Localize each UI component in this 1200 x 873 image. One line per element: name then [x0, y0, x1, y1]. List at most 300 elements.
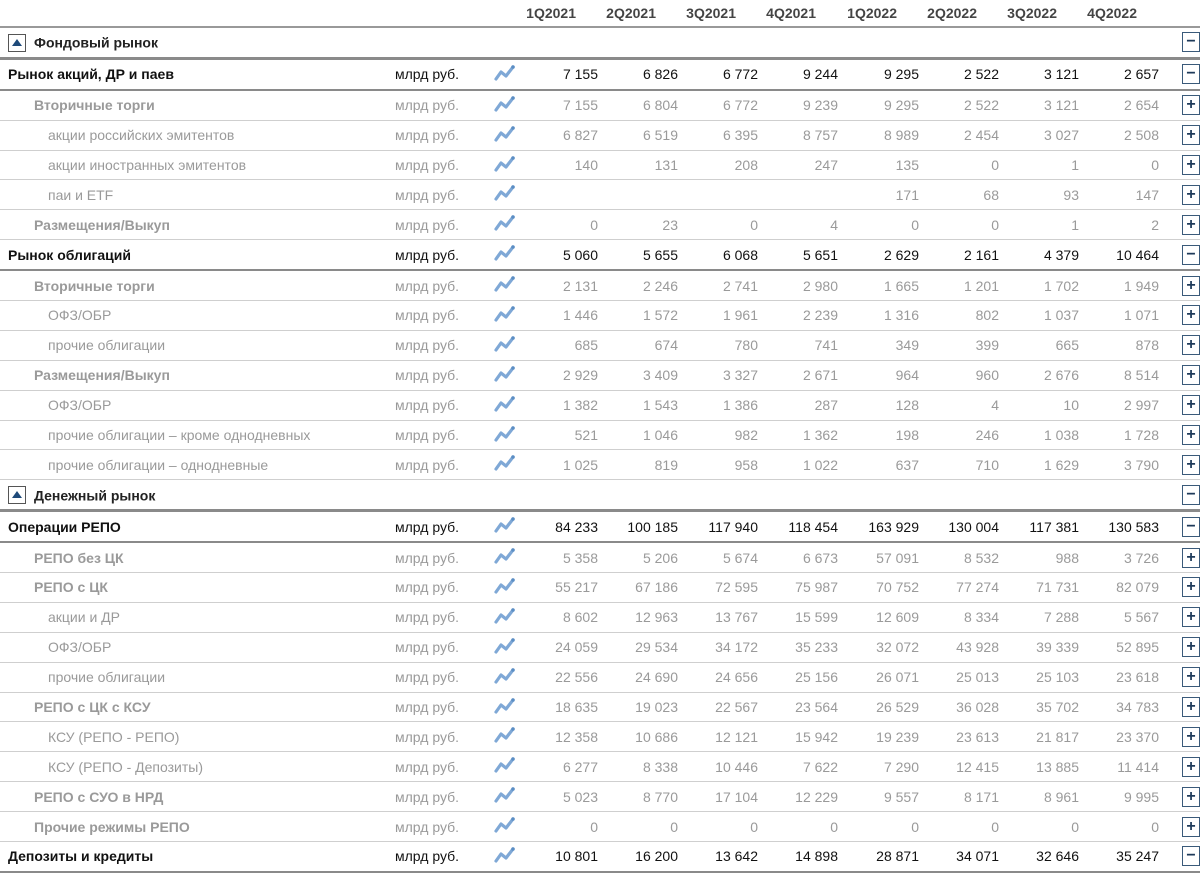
- row-label: ОФЗ/ОБР: [48, 639, 112, 656]
- value-cell: [686, 180, 766, 210]
- collapse-up-icon[interactable]: [8, 34, 26, 52]
- value-cell: 988: [1055, 549, 1079, 566]
- value-cell: 147: [1135, 186, 1159, 203]
- value-cell: 208: [734, 157, 758, 173]
- expand-plus-icon[interactable]: +: [1182, 276, 1200, 296]
- table-row: [0, 782, 1200, 812]
- value-cell: 1 046: [642, 427, 678, 444]
- header-empty-icon: [485, 0, 525, 27]
- value-cell: 2: [1151, 216, 1159, 233]
- table-row: [0, 692, 1200, 722]
- line-chart-icon[interactable]: [485, 542, 525, 572]
- value-cell: 0: [590, 216, 598, 233]
- expand-plus-icon[interactable]: +: [1182, 697, 1200, 717]
- value-cell: 3 327: [722, 367, 758, 384]
- value-cell: 10 801: [555, 848, 598, 865]
- table-row: [0, 812, 1200, 842]
- value-cell: 2 654: [1123, 97, 1159, 114]
- expand-plus-icon[interactable]: +: [1182, 155, 1200, 175]
- value-cell: 19 023: [635, 699, 678, 716]
- table-row: [0, 511, 1200, 542]
- expand-plus-icon[interactable]: +: [1182, 667, 1200, 687]
- row-toggle-cell: [1167, 420, 1200, 450]
- value-cell: 802: [975, 307, 999, 324]
- value-cell: 1: [1071, 157, 1079, 173]
- value-cell: 1 386: [722, 397, 758, 414]
- row-label: РЕПО без ЦК: [34, 549, 124, 566]
- value-cell: 82 079: [1116, 579, 1159, 596]
- value-cell: 6 673: [802, 549, 838, 566]
- row-toggle-cell: [1167, 180, 1200, 210]
- table-row: [0, 240, 1200, 270]
- line-chart-icon[interactable]: [485, 602, 525, 632]
- value-cell: 0: [670, 818, 678, 835]
- expand-plus-icon[interactable]: +: [1182, 425, 1200, 445]
- value-cell: 4: [830, 216, 838, 233]
- value-cell: 7 622: [802, 758, 838, 775]
- value-cell: 8 334: [963, 609, 999, 626]
- row-unit: млрд руб.: [395, 66, 460, 83]
- line-chart-icon[interactable]: [485, 58, 525, 89]
- row-unit: млрд руб.: [395, 397, 460, 414]
- value-cell: 8 514: [1123, 367, 1159, 384]
- value-cell: 25 156: [795, 669, 838, 686]
- value-cell: 11 414: [1117, 758, 1159, 775]
- value-cell: 2 131: [562, 277, 598, 294]
- period-header: 4Q2021: [766, 5, 816, 21]
- value-cell: 674: [654, 337, 678, 354]
- value-cell: 117 381: [1029, 518, 1079, 535]
- line-chart-icon[interactable]: [485, 150, 525, 180]
- value-cell: 70 752: [876, 579, 919, 596]
- value-cell: 34 783: [1116, 699, 1159, 716]
- value-cell: 0: [1151, 818, 1159, 835]
- header-empty-unit: [395, 0, 485, 27]
- row-label: паи и ETF: [48, 186, 114, 203]
- row-label: Рынок акций, ДР и паев: [8, 66, 174, 83]
- value-cell: 23 564: [795, 699, 838, 716]
- value-cell: 0: [911, 216, 919, 233]
- value-cell: 3 121: [1043, 97, 1079, 114]
- row-toggle-cell: [1167, 722, 1200, 752]
- row-unit: млрд руб.: [395, 427, 460, 444]
- row-label: РЕПО с ЦК: [34, 579, 108, 596]
- value-cell: 140: [574, 157, 598, 173]
- row-toggle-cell: [1167, 632, 1200, 662]
- value-cell: 12 358: [555, 728, 598, 745]
- value-cell: 13 642: [715, 848, 758, 865]
- row-unit: млрд руб.: [395, 699, 460, 716]
- expand-plus-icon[interactable]: +: [1182, 125, 1200, 145]
- table-row: [0, 210, 1200, 240]
- row-label: РЕПО с ЦК с КСУ: [34, 699, 151, 716]
- row-toggle-cell: [1167, 812, 1200, 842]
- section-header: [0, 480, 1167, 511]
- value-cell: 7 155: [562, 97, 598, 114]
- value-cell: 1 949: [1123, 277, 1159, 294]
- line-chart-icon[interactable]: [485, 752, 525, 782]
- table-row: [0, 330, 1200, 360]
- expand-plus-icon[interactable]: +: [1182, 577, 1200, 597]
- value-cell: 18 635: [555, 699, 598, 716]
- value-cell: 1 629: [1043, 456, 1079, 473]
- value-cell: 130 583: [1108, 518, 1159, 535]
- value-cell: 399: [975, 337, 999, 354]
- value-cell: 84 233: [555, 518, 598, 535]
- row-toggle-cell: [1167, 480, 1200, 511]
- expand-plus-icon[interactable]: +: [1182, 365, 1200, 385]
- collapse-minus-icon[interactable]: −: [1182, 32, 1200, 52]
- line-chart-icon[interactable]: [485, 330, 525, 360]
- row-toggle-cell: [1167, 360, 1200, 390]
- expand-plus-icon[interactable]: +: [1182, 185, 1200, 205]
- period-header: 3Q2021: [686, 5, 736, 21]
- line-chart-icon[interactable]: [485, 450, 525, 480]
- collapse-minus-icon[interactable]: −: [1182, 517, 1200, 537]
- table-row: [0, 450, 1200, 480]
- table-row: [0, 360, 1200, 390]
- value-cell: 26 071: [876, 669, 919, 686]
- value-cell: 982: [734, 427, 758, 444]
- value-cell: 15 599: [795, 609, 838, 626]
- line-chart-icon[interactable]: [485, 360, 525, 390]
- section-row: [0, 27, 1200, 58]
- value-cell: 1: [1071, 216, 1079, 233]
- row-toggle-cell: [1167, 782, 1200, 812]
- value-cell: 1 038: [1043, 427, 1079, 444]
- value-cell: 1 728: [1123, 427, 1159, 444]
- value-cell: 68: [983, 186, 999, 203]
- value-cell: 2 741: [722, 277, 758, 294]
- value-cell: 9 995: [1123, 788, 1159, 805]
- table-row: [0, 602, 1200, 632]
- line-chart-icon[interactable]: [485, 782, 525, 812]
- value-cell: 5 651: [802, 246, 838, 263]
- value-cell: 0: [1151, 157, 1159, 173]
- expand-plus-icon[interactable]: +: [1182, 757, 1200, 777]
- value-cell: 71 731: [1036, 579, 1079, 596]
- row-label: Размещения/Выкуп: [34, 367, 170, 384]
- row-toggle-cell: [1167, 150, 1200, 180]
- value-cell: 10: [1063, 397, 1079, 414]
- value-cell: 8 757: [802, 127, 838, 144]
- line-chart-icon[interactable]: [485, 301, 525, 331]
- table-body: [0, 27, 1200, 872]
- expand-plus-icon[interactable]: +: [1182, 455, 1200, 475]
- row-unit: млрд руб.: [395, 186, 460, 203]
- value-cell: 6 826: [642, 66, 678, 83]
- value-cell: 2 161: [963, 246, 999, 263]
- value-cell: 8 602: [562, 609, 598, 626]
- table-header-row: [0, 0, 1200, 27]
- value-cell: 118 454: [788, 518, 838, 535]
- row-unit: млрд руб.: [395, 788, 460, 805]
- row-toggle-cell: [1167, 390, 1200, 420]
- value-cell: 1 702: [1043, 277, 1079, 294]
- row-label: прочие облигации: [48, 669, 166, 686]
- value-cell: 171: [895, 186, 919, 203]
- table-row: [0, 120, 1200, 150]
- value-cell: 93: [1063, 186, 1079, 203]
- value-cell: [525, 180, 606, 210]
- row-unit: млрд руб.: [395, 518, 460, 535]
- line-chart-icon[interactable]: [485, 270, 525, 300]
- value-cell: 5 655: [642, 246, 678, 263]
- row-label: Размещения/Выкуп: [34, 216, 170, 233]
- row-toggle-cell: [1167, 662, 1200, 692]
- row-toggle-cell: [1167, 450, 1200, 480]
- row-toggle-cell: [1167, 842, 1200, 872]
- value-cell: [606, 180, 686, 210]
- row-label: КСУ (РЕПО - РЕПО): [48, 728, 180, 745]
- value-cell: 1 961: [722, 307, 758, 324]
- value-cell: 2 657: [1123, 66, 1159, 83]
- table-row: [0, 662, 1200, 692]
- value-cell: 710: [975, 456, 999, 473]
- line-chart-icon[interactable]: [485, 420, 525, 450]
- value-cell: 8 171: [963, 788, 999, 805]
- table-row: [0, 180, 1200, 210]
- row-toggle-cell: [1167, 301, 1200, 331]
- value-cell: 67 186: [635, 579, 678, 596]
- value-cell: 0: [750, 818, 758, 835]
- value-cell: 2 980: [802, 277, 838, 294]
- expand-plus-icon[interactable]: +: [1182, 817, 1200, 837]
- row-label: Рынок облигаций: [8, 246, 131, 263]
- line-chart-icon[interactable]: [485, 842, 525, 872]
- value-cell: 35 247: [1116, 848, 1159, 865]
- value-cell: 287: [814, 397, 838, 414]
- row-unit: млрд руб.: [395, 579, 460, 596]
- value-cell: 0: [991, 216, 999, 233]
- value-cell: 135: [895, 157, 919, 173]
- value-cell: 5 060: [562, 246, 598, 263]
- period-header: 4Q2022: [1087, 5, 1137, 21]
- section-row: [0, 480, 1200, 511]
- value-cell: 21 817: [1036, 728, 1079, 745]
- value-cell: 960: [975, 367, 999, 384]
- value-cell: 24 690: [635, 669, 678, 686]
- value-cell: 36 028: [956, 699, 999, 716]
- expand-plus-icon[interactable]: +: [1182, 215, 1200, 235]
- line-chart-icon[interactable]: [485, 120, 525, 150]
- value-cell: 35 233: [795, 639, 838, 656]
- table-row: [0, 420, 1200, 450]
- collapse-minus-icon[interactable]: −: [1182, 64, 1200, 84]
- table-row: [0, 270, 1200, 300]
- expand-plus-icon[interactable]: +: [1182, 395, 1200, 415]
- value-cell: 19 239: [876, 728, 919, 745]
- collapse-minus-icon[interactable]: −: [1182, 245, 1200, 265]
- value-cell: 9 295: [883, 97, 919, 114]
- value-cell: 964: [895, 367, 919, 384]
- period-header: 2Q2022: [927, 5, 977, 21]
- row-unit: млрд руб.: [395, 456, 460, 473]
- row-unit: млрд руб.: [395, 639, 460, 656]
- expand-plus-icon[interactable]: +: [1182, 305, 1200, 325]
- value-cell: 25 013: [956, 669, 999, 686]
- table-row: [0, 390, 1200, 420]
- row-label: прочие облигации – однодневные: [48, 456, 269, 473]
- expand-plus-icon[interactable]: +: [1182, 637, 1200, 657]
- value-cell: 1 362: [802, 427, 838, 444]
- row-unit: млрд руб.: [395, 728, 460, 745]
- period-header: 1Q2021: [526, 5, 576, 21]
- value-cell: 0: [830, 818, 838, 835]
- collapse-minus-icon[interactable]: −: [1182, 485, 1200, 505]
- value-cell: 9 239: [802, 97, 838, 114]
- value-cell: 13 885: [1036, 758, 1079, 775]
- line-chart-icon[interactable]: [485, 812, 525, 842]
- header-empty-toggle: [1167, 0, 1200, 27]
- expand-plus-icon[interactable]: +: [1182, 787, 1200, 807]
- value-cell: 5 023: [562, 788, 598, 805]
- line-chart-icon[interactable]: [485, 90, 525, 120]
- value-cell: 2 671: [802, 367, 838, 384]
- line-chart-icon[interactable]: [485, 662, 525, 692]
- value-cell: 72 595: [715, 579, 758, 596]
- value-cell: 741: [814, 337, 838, 354]
- value-cell: 34 172: [715, 639, 758, 656]
- table-row: [0, 722, 1200, 752]
- value-cell: 12 609: [876, 609, 919, 626]
- row-label: КСУ (РЕПО - Депозиты): [48, 758, 204, 775]
- expand-plus-icon[interactable]: +: [1182, 335, 1200, 355]
- period-header: 2Q2021: [606, 5, 656, 21]
- line-chart-icon[interactable]: [485, 390, 525, 420]
- expand-plus-icon[interactable]: +: [1182, 548, 1200, 568]
- row-label: акции иностранных эмитентов: [48, 157, 247, 173]
- line-chart-icon[interactable]: [485, 210, 525, 240]
- row-toggle-cell: [1167, 542, 1200, 572]
- value-cell: 130 004: [948, 518, 999, 535]
- value-cell: 10 686: [635, 728, 678, 745]
- value-cell: 16 200: [635, 848, 678, 865]
- row-toggle-cell: [1167, 120, 1200, 150]
- value-cell: 1 665: [883, 277, 919, 294]
- value-cell: 29 534: [635, 639, 678, 656]
- section-label: Денежный рынок: [34, 486, 156, 503]
- row-label: ОФЗ/ОБР: [48, 307, 112, 324]
- table-row: [0, 58, 1200, 89]
- value-cell: 1 316: [883, 307, 919, 324]
- row-label: Вторичные торги: [34, 277, 155, 294]
- value-cell: 8 961: [1043, 788, 1079, 805]
- value-cell: 13 767: [715, 609, 758, 626]
- value-cell: 3 409: [642, 367, 678, 384]
- row-toggle-cell: [1167, 330, 1200, 360]
- table-row: [0, 573, 1200, 603]
- row-unit: млрд руб.: [395, 127, 460, 144]
- row-label: Депозиты и кредиты: [8, 848, 154, 865]
- row-toggle-cell: [1167, 573, 1200, 603]
- value-cell: 14 898: [795, 848, 838, 865]
- value-cell: 75 987: [795, 579, 838, 596]
- value-cell: 8 532: [963, 549, 999, 566]
- row-unit: млрд руб.: [395, 818, 460, 835]
- row-toggle-cell: [1167, 210, 1200, 240]
- table-row: [0, 90, 1200, 120]
- value-cell: 0: [1071, 818, 1079, 835]
- collapse-minus-icon[interactable]: −: [1182, 846, 1200, 866]
- expand-plus-icon[interactable]: +: [1182, 607, 1200, 627]
- value-cell: 521: [574, 427, 598, 444]
- row-label: Вторичные торги: [34, 97, 155, 114]
- value-cell: 4 379: [1043, 246, 1079, 263]
- value-cell: 2 508: [1123, 127, 1159, 144]
- value-cell: 25 103: [1036, 669, 1079, 686]
- value-cell: 117 940: [708, 518, 758, 535]
- expand-plus-icon[interactable]: +: [1182, 727, 1200, 747]
- value-cell: [766, 180, 846, 210]
- value-cell: 4: [991, 397, 999, 414]
- section-header: [0, 27, 1167, 58]
- line-chart-icon[interactable]: [485, 692, 525, 722]
- line-chart-icon[interactable]: [485, 573, 525, 603]
- value-cell: 24 059: [555, 639, 598, 656]
- row-unit: млрд руб.: [395, 669, 460, 686]
- row-label: акции российских эмитентов: [48, 127, 235, 144]
- value-cell: 9 244: [802, 66, 838, 83]
- value-cell: 7 290: [883, 758, 919, 775]
- value-cell: 198: [895, 427, 919, 444]
- row-unit: млрд руб.: [395, 609, 460, 626]
- value-cell: 6 772: [722, 97, 758, 114]
- table-row: [0, 542, 1200, 572]
- collapse-up-icon[interactable]: [8, 486, 26, 504]
- value-cell: 2 676: [1043, 367, 1079, 384]
- line-chart-icon[interactable]: [485, 632, 525, 662]
- value-cell: 32 646: [1036, 848, 1079, 865]
- value-cell: 780: [734, 337, 758, 354]
- line-chart-icon[interactable]: [485, 180, 525, 210]
- row-unit: млрд руб.: [395, 367, 460, 384]
- value-cell: 32 072: [876, 639, 919, 656]
- header-empty-label: [0, 0, 395, 27]
- value-cell: 57 091: [876, 549, 919, 566]
- line-chart-icon[interactable]: [485, 511, 525, 542]
- value-cell: 3 121: [1043, 66, 1079, 83]
- value-cell: 6 827: [562, 127, 598, 144]
- value-cell: 2 997: [1123, 397, 1159, 414]
- value-cell: 10 464: [1116, 246, 1159, 263]
- row-toggle-cell: [1167, 511, 1200, 542]
- line-chart-icon[interactable]: [485, 722, 525, 752]
- value-cell: 6 804: [642, 97, 678, 114]
- expand-plus-icon[interactable]: +: [1182, 95, 1200, 115]
- row-unit: млрд руб.: [395, 758, 460, 775]
- value-cell: 35 702: [1036, 699, 1079, 716]
- value-cell: 7 288: [1043, 609, 1079, 626]
- line-chart-icon[interactable]: [485, 240, 525, 270]
- table-row: [0, 752, 1200, 782]
- row-toggle-cell: [1167, 692, 1200, 722]
- row-toggle-cell: [1167, 90, 1200, 120]
- value-cell: 23: [662, 216, 678, 233]
- table-row: [0, 150, 1200, 180]
- value-cell: 2 629: [883, 246, 919, 263]
- value-cell: 23 370: [1116, 728, 1159, 745]
- period-header: 3Q2022: [1007, 5, 1057, 21]
- value-cell: 1 037: [1043, 307, 1079, 324]
- value-cell: 163 929: [868, 518, 919, 535]
- value-cell: 2 522: [963, 66, 999, 83]
- row-unit: млрд руб.: [395, 97, 460, 114]
- value-cell: 3 790: [1123, 456, 1159, 473]
- row-label: прочие облигации: [48, 337, 166, 354]
- value-cell: 1 382: [562, 397, 598, 414]
- row-label: ОФЗ/ОБР: [48, 397, 112, 414]
